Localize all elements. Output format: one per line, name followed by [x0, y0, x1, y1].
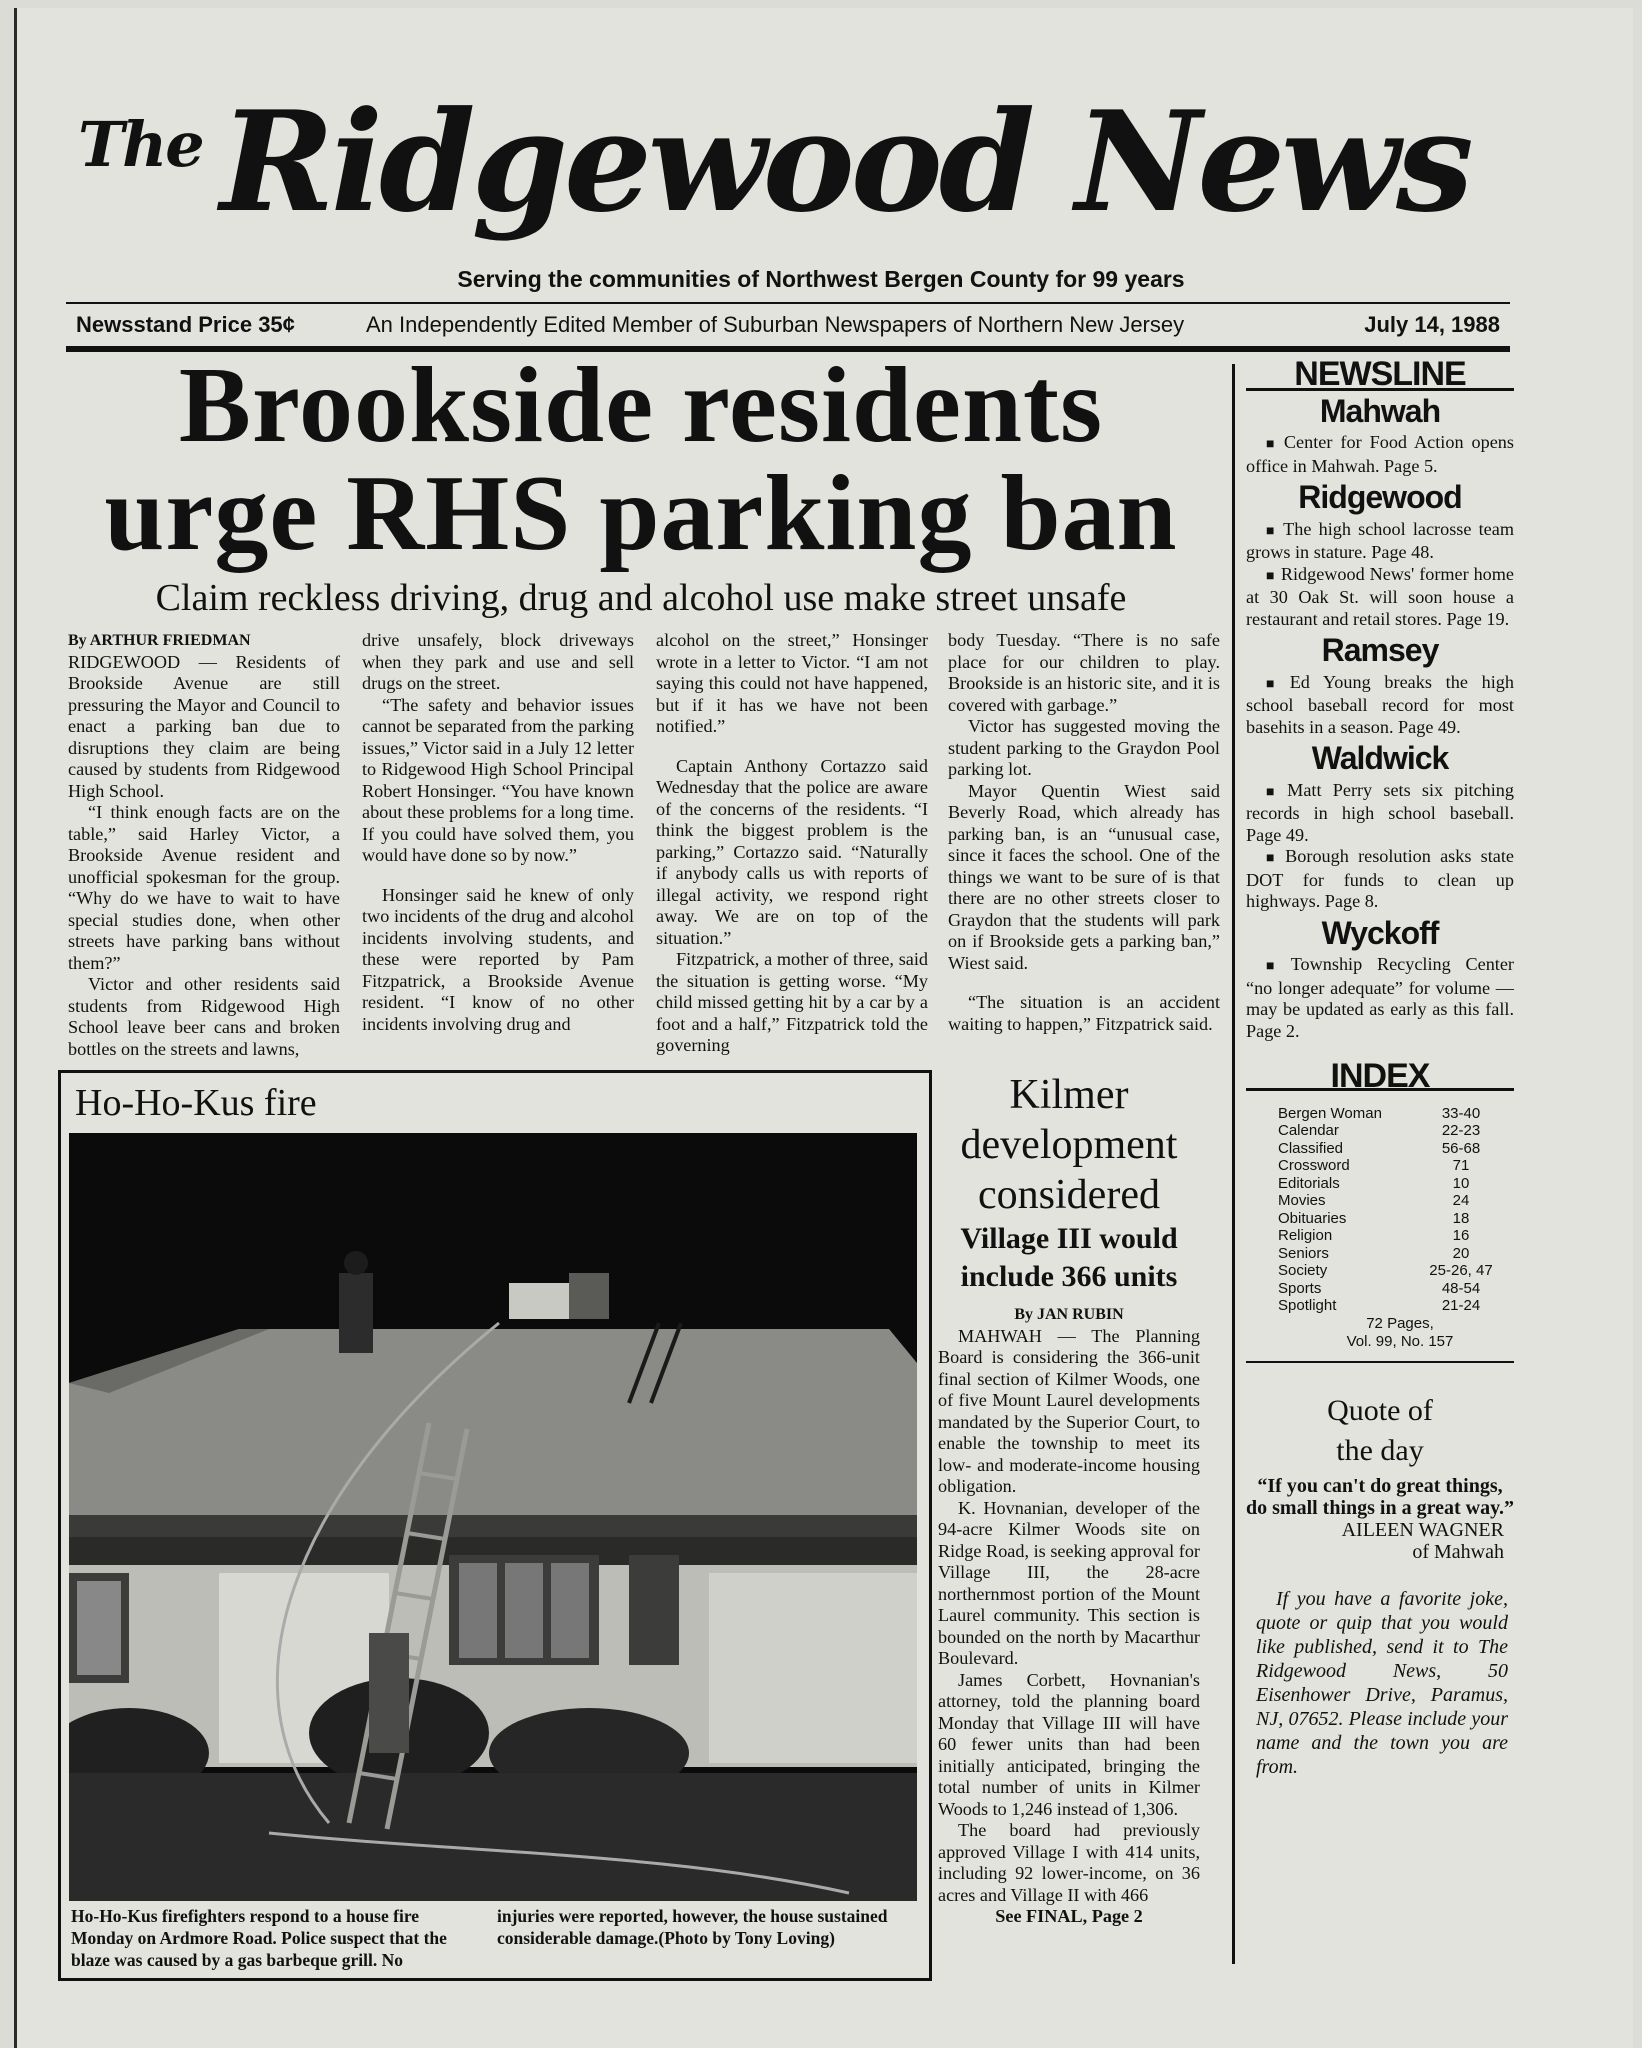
photo-caption-2: injuries were reported, however, the house sustained considerable damage.(Photo by Tony Loving)	[497, 1906, 888, 1948]
column-rule	[1232, 364, 1235, 1964]
article-paragraph: Victor and other residents said students from Ridgewood High School leave beer cans and broken bottles on the streets and lawns,	[68, 974, 340, 1059]
index-row: Spotlight 21-24	[1278, 1297, 1481, 1314]
index-row: Sports 48-54	[1278, 1279, 1481, 1297]
info-bar	[66, 302, 1510, 352]
quote-author: AILEEN WAGNER	[1341, 1518, 1504, 1541]
article-paragraph: “The situation is an accident waiting to happen,” Fitzpatrick said.	[948, 992, 1220, 1034]
index-page-count: 72 Pages,	[1366, 1314, 1434, 1332]
newsline-title: NEWSLINE	[1246, 364, 1514, 391]
article-paragraph: The board had previously approved Village I with 414 units, including 92 lower-income, on 36 acres and Village II with 466	[938, 1820, 1200, 1905]
quote-text: “If you can't do great things, do small things in a great way.”	[1246, 1474, 1514, 1519]
quote-invitation: If you have a favorite joke, quote or quip that you would like published, send it to The Ridgewood News, 50 Eisenhower Drive, Paramus, NJ, 07652. Please include your name and the town you are from.	[1256, 1587, 1508, 1778]
newsline-item: ■ Center for Food Action opens office in Mahwah. Page 5.	[1246, 432, 1514, 477]
article-paragraph: Captain Anthony Cortazzo said Wednesday that the police are aware of the concerns of the residents. “I think the biggest problem is the parking,” Cortazzo said. “Naturally if anybody calls us with reports of illegal activity, we respond right away. We are on top of the situation.”	[656, 755, 928, 948]
lead-byline: By ARTHUR FRIEDMAN	[68, 632, 251, 649]
quote-heading-2: the day	[1336, 1433, 1424, 1467]
newsline-town: Ridgewood	[1298, 479, 1462, 515]
kilmer-byline: By JAN RUBIN	[1014, 1306, 1124, 1323]
article-paragraph: “The safety and behavior issues cannot be separated from the parking issues,” Victor said in a July 12 letter to Ridgewood High School Principal Robert Honsinger. “You have known about these problems for a long time. If you could have solved them, you would have done so by now.”	[362, 694, 634, 865]
newsline-town: Waldwick	[1311, 740, 1449, 776]
index-row: Seniors 20	[1278, 1244, 1470, 1262]
newsline-item: ■ Ed Young breaks the high school baseball record for most basehits in a season. Page 49.	[1246, 672, 1514, 739]
lead-column-3	[656, 630, 928, 1057]
index-row: Obituaries 18	[1278, 1209, 1470, 1227]
newsline-sidebar	[1246, 355, 1514, 1779]
house-fire-photo	[69, 1133, 917, 1901]
bullet-icon	[1266, 672, 1290, 692]
index-row: Society 25-26, 47	[1278, 1262, 1493, 1279]
newsline-item: ■ Ridgewood News' former home at 30 Oak St. will soon house a restaurant and retail stores. Page 19.	[1246, 564, 1514, 631]
kilmer-deck: Village III would include 366 units	[960, 1222, 1178, 1293]
tagline: Serving the communities of Northwest Bergen County for 99 years	[457, 266, 1185, 292]
index-title: INDEX	[1246, 1066, 1514, 1091]
article-paragraph: Honsinger said he knew of only two incidents of the drug and alcohol incidents involving students, and these were reported by Pam Fitzpatrick, a Brookside Avenue resident. “I know of no other incidents involving drug and	[362, 884, 634, 1034]
kilmer-headline: Kilmer development considered	[960, 1072, 1178, 1218]
index-row: Bergen Woman 33-40	[1278, 1104, 1481, 1122]
lead-headline-line-1: Brookside residents	[178, 346, 1104, 465]
article-paragraph: alcohol on the street,” Honsinger wrote in a letter to Victor. “I am not saying this could not have happened, but if it has we have not been notified.”	[656, 630, 928, 736]
index-row: Editorials 10	[1278, 1174, 1470, 1192]
quote-author-place: of Mahwah	[1412, 1540, 1504, 1563]
index-row: Movies 24	[1278, 1192, 1470, 1209]
index-row: Religion 16	[1278, 1227, 1470, 1244]
newsline-town: Ramsey	[1321, 632, 1439, 668]
masthead	[60, 82, 1510, 262]
masthead-the: The	[78, 108, 203, 181]
index-row: Crossword 71	[1278, 1157, 1470, 1174]
article-paragraph: Victor has suggested moving the student parking to the Graydon Pool parking lot.	[948, 716, 1220, 779]
newsline-item: ■ The high school lacrosse team grows in stature. Page 48.	[1246, 519, 1514, 564]
lead-column-4	[948, 630, 1220, 1035]
bullet-icon	[1266, 564, 1281, 584]
bullet-icon	[1266, 846, 1285, 866]
bullet-icon	[1266, 780, 1287, 800]
quote-of-the-day	[1246, 1391, 1514, 1563]
newsline-item: ■ Borough resolution asks state DOT for funds to clean up highways. Page 8.	[1246, 846, 1514, 913]
member-line: An Independently Edited Member of Suburban Newspapers of Northern New Jersey	[366, 312, 1185, 337]
lead-deck: Claim reckless driving, drug and alcohol use make street unsafe	[155, 577, 1127, 619]
masthead-title: Ridgewood News	[220, 80, 1470, 243]
article-paragraph: Fitzpatrick, a mother of three, said the situation is getting worse. “My child missed getting hit by a car by a foot and a half,” Fitzpatrick told the governing	[656, 949, 928, 1055]
article-paragraph: MAHWAH — The Planning Board is considering the 366-unit final section of Kilmer Woods, one of five Mount Laurel developments mandated by the Superior Court, to enable the township to meet its low- and moderate-income housing obligation.	[938, 1325, 1200, 1496]
index-list	[1278, 1105, 1496, 1315]
kilmer-article	[938, 1070, 1200, 1928]
index-row: Calendar 22-23	[1278, 1122, 1481, 1139]
newsline-item: ■ Matt Perry sets six pitching records in high school baseball. Page 49.	[1246, 780, 1514, 847]
article-paragraph: RIDGEWOOD — Residents of Brookside Avenue are still pressuring the Mayor and Council to enact a parking ban due to disruptions they claim are being caused by students from Ridgewood High School.	[68, 651, 340, 801]
newsline-town: Mahwah	[1319, 392, 1441, 429]
issue-date: July 14, 1988	[1364, 312, 1500, 337]
newsline-town: Wyckoff	[1321, 914, 1439, 951]
article-paragraph: body Tuesday. “There is no safe place for our children to play. Brookside is an historic site, and it is covered with garbage.”	[948, 630, 1220, 715]
lead-headline-line-2: urge RHS parking ban	[104, 454, 1178, 573]
kilmer-jump: See FINAL, Page 2	[995, 1906, 1143, 1926]
photo-feature	[58, 1070, 932, 1981]
bullet-icon	[1266, 519, 1283, 539]
newsstand-price: Newsstand Price 35¢	[76, 312, 295, 337]
photo-caption-1: Ho-Ho-Kus firefighters respond to a house fire Monday on Ardmore Road. Police suspect that the blaze was caused by a gas barbeque grill. No	[71, 1906, 447, 1970]
bullet-icon	[1266, 954, 1291, 974]
article-paragraph: K. Hovnanian, developer of the 94-acre Kilmer Woods site on Ridge Road, is seeking approval for Village III, the 28-acre northernmost portion of the Mount Laurel community. This section is bounded on the north by Macarthur Boulevard.	[938, 1497, 1200, 1668]
article-paragraph: drive unsafely, block driveways when they park and use and sell drugs on the street.	[362, 630, 634, 693]
lead-column-1	[68, 630, 340, 1060]
photo-title: Ho-Ho-Kus fire	[75, 1082, 317, 1124]
lead-column-2	[362, 630, 634, 1035]
bullet-icon	[1266, 432, 1284, 452]
index-volume: Vol. 99, No. 157	[1346, 1332, 1454, 1350]
lead-headline	[66, 346, 1216, 573]
article-paragraph: “I think enough facts are on the table,” said Harley Victor, a Brookside Avenue resident and unofficial spokesman for the group. “Why do we have to wait to have special studies done, when other streets have parking bans without them?”	[68, 802, 340, 973]
index-row: Classified 56-68	[1278, 1139, 1481, 1157]
newsline-item: ■ Township Recycling Center “no longer adequate” for volume — may be updated as early as this fall. Page 2.	[1246, 954, 1514, 1042]
article-paragraph: James Corbett, Hovnanian's attorney, told the planning board Monday that Village III will have 60 fewer units than had been initially anticipated, bringing the total number of units in Kilmer Woods to 1,246 instead of 1,306.	[938, 1669, 1200, 1819]
quote-heading-1: Quote of	[1327, 1393, 1433, 1427]
article-paragraph: Mayor Quentin Wiest said Beverly Road, which already has parking ban, is an “unusual case, since it faces the school. One of the things we want to be sure of is that there are no other streets closer to Graydon that the students will park on if Brookside gets a parking ban,” Wiest said.	[948, 780, 1220, 973]
